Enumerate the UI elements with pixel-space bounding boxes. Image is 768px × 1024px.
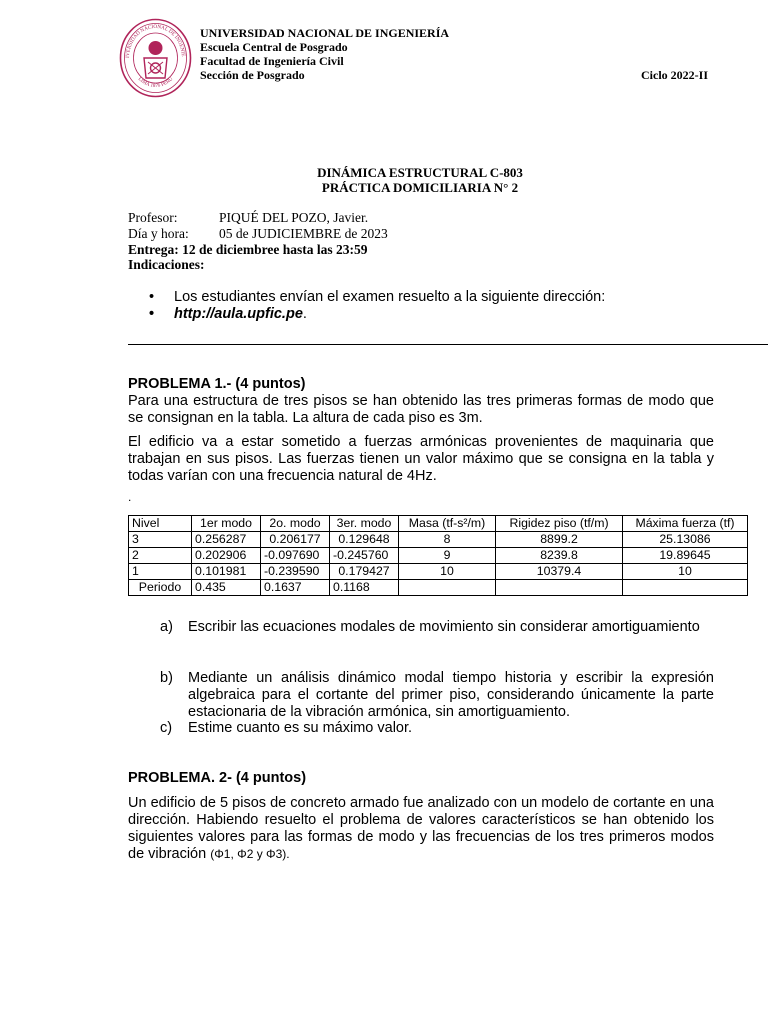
- professor-value: PIQUÉ DEL POZO, Javier.: [219, 210, 369, 225]
- date-value: 05 de JUDICIEMBRE de 2023: [219, 226, 388, 241]
- cycle-label: Ciclo 2022-II: [641, 68, 708, 82]
- table-cell: 2: [129, 548, 192, 564]
- table-cell: 0.129648: [330, 532, 399, 548]
- table-cell: 0.1637: [261, 580, 330, 596]
- table-cell: Periodo: [129, 580, 192, 596]
- divider: [128, 344, 768, 345]
- table-cell: 25.13086: [623, 532, 748, 548]
- table-cell: 0.179427: [330, 564, 399, 580]
- table-cell: 9: [399, 548, 496, 564]
- table-cell: 0.101981: [192, 564, 261, 580]
- table-row: [129, 532, 748, 548]
- modes-table: [128, 515, 748, 596]
- university-name: UNIVERSIDAD NACIONAL DE INGENIERÍA: [200, 26, 450, 40]
- aula-link[interactable]: http://aula.upfic.pe: [174, 306, 303, 322]
- bullet-link-item[interactable]: • http://aula.upfic.pe.: [149, 306, 307, 322]
- table-cell: 10: [623, 564, 748, 580]
- section-name: Sección de Posgrado: [200, 68, 305, 82]
- table-row: [129, 564, 748, 580]
- table-cell: [399, 580, 496, 596]
- table-cell: 1: [129, 564, 192, 580]
- table-cell: 0.202906: [192, 548, 261, 564]
- table-cell: 0.435: [192, 580, 261, 596]
- problem1-paragraph-1: Para una estructura de tres pisos se han obtenido las tres primeras formas de modo que se consignan en la tabla. La altura de cada piso es 3m.: [128, 393, 714, 426]
- table-header-cell: Rigidez piso (tf/m): [496, 516, 623, 532]
- table-cell: 10379.4: [496, 564, 623, 580]
- table-header-cell: 2o. modo: [261, 516, 330, 532]
- table-header-row: [129, 516, 748, 532]
- table-cell: -0.097690: [261, 548, 330, 564]
- table-cell: 3: [129, 532, 192, 548]
- table-cell: 8899.2: [496, 532, 623, 548]
- table-cell: 0.256287: [192, 532, 261, 548]
- delivery-deadline: Entrega: 12 de diciembree hasta las 23:59: [128, 242, 368, 257]
- professor-label: Profesor:: [128, 210, 178, 225]
- date-label: Día y hora:: [128, 226, 189, 241]
- table-header-cell: Nivel: [129, 516, 192, 532]
- faculty-name: Facultad de Ingeniería Civil: [200, 54, 344, 68]
- table-header-cell: Máxima fuerza (tf): [623, 516, 748, 532]
- mode-symbols: (Φ1, Φ2 y Φ3).: [210, 847, 290, 861]
- course-title: DINÁMICA ESTRUCTURAL C-803: [317, 165, 523, 180]
- problem1-heading: PROBLEMA 1.- (4 puntos): [128, 376, 306, 392]
- table-header-cell: 1er modo: [192, 516, 261, 532]
- problem1-paragraph-2: El edificio va a estar sometido a fuerzas armónicas provenientes de maquinaria que trabajan en sus pisos. Las fuerzas tienen un valor máximo que se consigna en la tabla y todas varían con una frecuencia natural de 4Hz.: [128, 434, 714, 484]
- table-header-cell: 3er. modo: [330, 516, 399, 532]
- table-cell: 19.89645: [623, 548, 748, 564]
- table-cell: 8239.8: [496, 548, 623, 564]
- table-cell: [496, 580, 623, 596]
- table-row: [129, 548, 748, 564]
- table-cell: 10: [399, 564, 496, 580]
- table-cell: [623, 580, 748, 596]
- table-cell: 0.206177: [261, 532, 330, 548]
- problem2-paragraph: Un edificio de 5 pisos de concreto armado fue analizado con un modelo de cortante en una dirección. Habiendo resuelto el problema de valores característicos se han obtenido los siguientes valores para las formas de modo y las frecuencias de los tres primeros modos de vibración (Φ1, Φ2 y Φ3).: [128, 795, 714, 862]
- practice-title: PRÁCTICA DOMICILIARIA N° 2: [321, 180, 519, 195]
- table-cell: -0.245760: [330, 548, 399, 564]
- problem2-heading: PROBLEMA. 2- (4 puntos): [128, 770, 307, 786]
- table-row: [129, 580, 748, 596]
- school-name: Escuela Central de Posgrado: [200, 40, 348, 54]
- svg-text:LIMA 1876 PERU: LIMA 1876 PERU: [136, 76, 175, 89]
- bullet-item: • Los estudiantes envían el examen resuelto a la siguiente dirección:: [149, 289, 606, 305]
- indications-label: Indicaciones:: [128, 257, 205, 272]
- table-cell: 8: [399, 532, 496, 548]
- table-cell: 0.1168: [330, 580, 399, 596]
- stray-dot: .: [128, 490, 132, 504]
- table-header-cell: Masa (tf-s²/m): [399, 516, 496, 532]
- university-seal-logo: [119, 18, 192, 98]
- table-cell: -0.239590: [261, 564, 330, 580]
- svg-text:UNIVERSIDAD NACIONAL DE INGENI: IVERSIDAD NACIONAL DE INGENIE: [124, 23, 186, 58]
